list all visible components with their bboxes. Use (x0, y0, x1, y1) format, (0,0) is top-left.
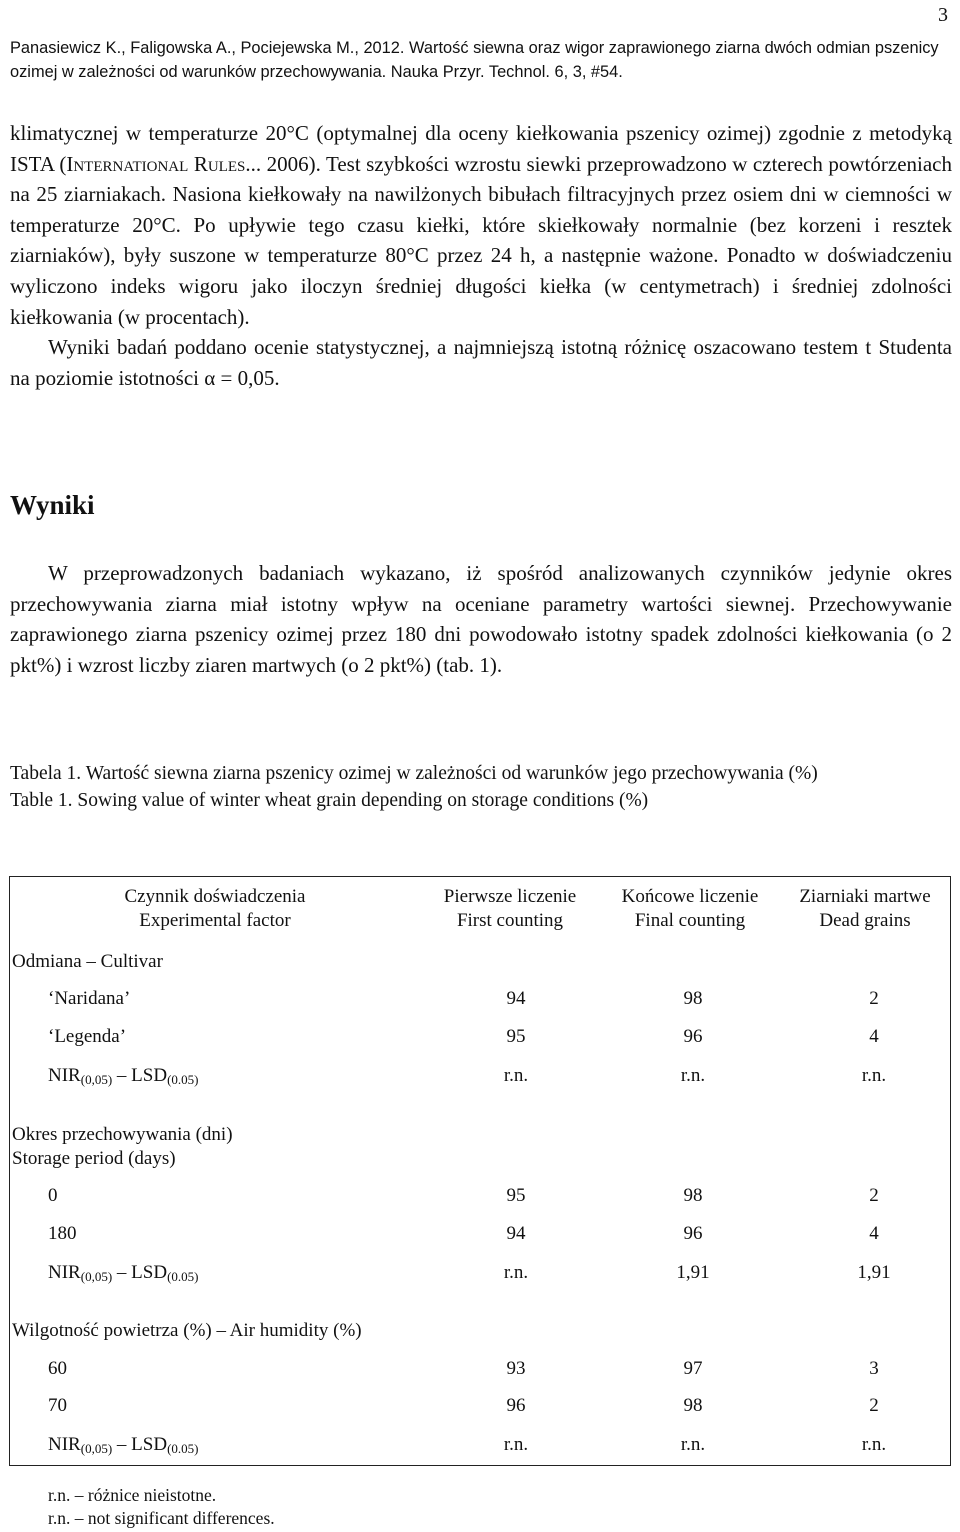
table-caption-en: Table 1. Sowing value of winter wheat grain depending on storage conditions (%) (10, 790, 649, 811)
table-cell: 95 (506, 1185, 526, 1206)
header-dead-grains: Ziarniaki martwe Dead grains (799, 886, 931, 931)
group-title-storage: Okres przechowywania (dni) Storage period (days) (12, 1124, 233, 1169)
table-cell: 95 (506, 1026, 526, 1047)
table-cell: 1,91 (857, 1262, 891, 1283)
table-cell: 94 (506, 1223, 526, 1244)
table-cell: 2 (869, 1395, 879, 1416)
table-cell: 4 (869, 1026, 879, 1047)
smallcaps-reference: International Rules (66, 151, 246, 176)
nir-label: $NIR_{(0,05)} - LSD_{(0.05)}$ (48, 1065, 199, 1087)
header-factor: Czynnik doświadczenia Experimental factor (124, 886, 306, 931)
nir-label: $NIR_{(0,05)} - LSD_{(0.05)}$ (48, 1262, 199, 1284)
table-cell: r.n. (503, 1262, 529, 1283)
row-label: 60 (48, 1358, 67, 1379)
results-paragraph: W przeprowadzonych badaniach wykazano, iż spośród analizowanych czynników jedynie okres przechowywania ziarna miał istotny wpływ na oceniane parametry wartości siewnej. Przechowywanie zaprawionego ziarna pszenicy ozimej przez 180 dni powodowało istotny spadek zdolności kiełkowania (o 2 pkt%) i wzrost liczby ziaren martwych (o 2 pkt%) (tab. 1). (10, 561, 952, 677)
methods-text (10, 118, 952, 393)
table-cell: r.n. (503, 1065, 529, 1086)
group-title-cultivar: Odmiana – Cultivar (12, 951, 163, 972)
page-number: 3 (938, 4, 948, 26)
citation-header: Panasiewicz K., Faligowska A., Pociejewska M., 2012. Wartość siewna oraz wigor zaprawionego ziarna dwóch odmian pszenicy ozimej w zależności od warunków przechowywania. Nauka Przyr. Technol. 6, 3, #54. (10, 39, 939, 81)
table-cell: r.n. (861, 1065, 887, 1086)
table-cell: 98 (683, 988, 703, 1009)
row-label: 70 (48, 1395, 67, 1416)
row-label: ‘Naridana’ (48, 988, 131, 1009)
table-cell: 98 (683, 1185, 703, 1206)
row-label: 0 (48, 1185, 58, 1206)
table-cell: r.n. (680, 1065, 706, 1086)
footnote-pl: r.n. – różnice nieistotne. (48, 1485, 217, 1505)
header-first-counting: Pierwsze liczenie First counting (443, 886, 577, 931)
row-label: 180 (48, 1223, 77, 1244)
table-cell: 96 (683, 1223, 703, 1244)
table-cell: 2 (869, 988, 879, 1009)
table-caption-pl: Tabela 1. Wartość siewna ziarna pszenicy ozimej w zależności od warunków jego przechowywania (%) (10, 763, 818, 784)
header-final-counting: Końcowe liczenie Final counting (621, 886, 759, 931)
section-heading: Wyniki (10, 490, 95, 520)
table-cell: 96 (506, 1395, 526, 1416)
table-cell: 4 (869, 1223, 879, 1244)
nir-label: $NIR_{(0,05)} - LSD_{(0.05)}$ (48, 1434, 199, 1456)
table-cell: r.n. (503, 1434, 529, 1455)
table-cell: 96 (683, 1026, 703, 1047)
table-cell: 97 (683, 1358, 703, 1379)
table-cell: r.n. (680, 1434, 706, 1455)
table-cell: r.n. (861, 1434, 887, 1455)
row-label: ‘Legenda’ (48, 1026, 127, 1047)
methods-paragraph-1: klimatycznej w temperaturze 20°C (optymalnej dla oceny kiełkowania pszenicy ozimej) zgodnie z metodyką ISTA (International Rules... 2006). Test szybkości wzrostu siewki przeprowadzono w czterech powtórzeniach na 25 ziarniakach. Nasiona kiełkowały na nawilżonych bibułach filtracyjnych przez osiem dni w ciemności w temperaturze 20°C. Po upływie tego czasu kiełki, które skiełkowały normalnie (bez korzeni i resztek ziarniaków), były suszone w temperaturze 80°C przez 24 h, a następnie ważone. Ponadto w doświadczeniu wyliczono indeks wigoru jako iloczyn średniej długości kiełka (w centymetrach) i średniej zdolności kiełkowania (w procentach). (10, 121, 952, 329)
table-cell: 3 (869, 1358, 879, 1379)
table-cell: 94 (506, 988, 526, 1009)
data-table (9, 876, 951, 1466)
table-caption (10, 760, 952, 814)
table-cell: 93 (506, 1358, 526, 1379)
footnote-en: r.n. – not significant differences. (48, 1508, 275, 1528)
group-title-humidity: Wilgotność powietrza (%) – Air humidity (%) (12, 1320, 362, 1341)
table-cell: 98 (683, 1395, 703, 1416)
methods-paragraph-2: Wyniki badań poddano ocenie statystycznej, a najmniejszą istotną różnicę oszacowano testem t Studenta na poziomie istotności α = 0,05. (10, 335, 952, 390)
table-cell: 2 (869, 1185, 879, 1206)
table-cell: 1,91 (676, 1262, 710, 1283)
